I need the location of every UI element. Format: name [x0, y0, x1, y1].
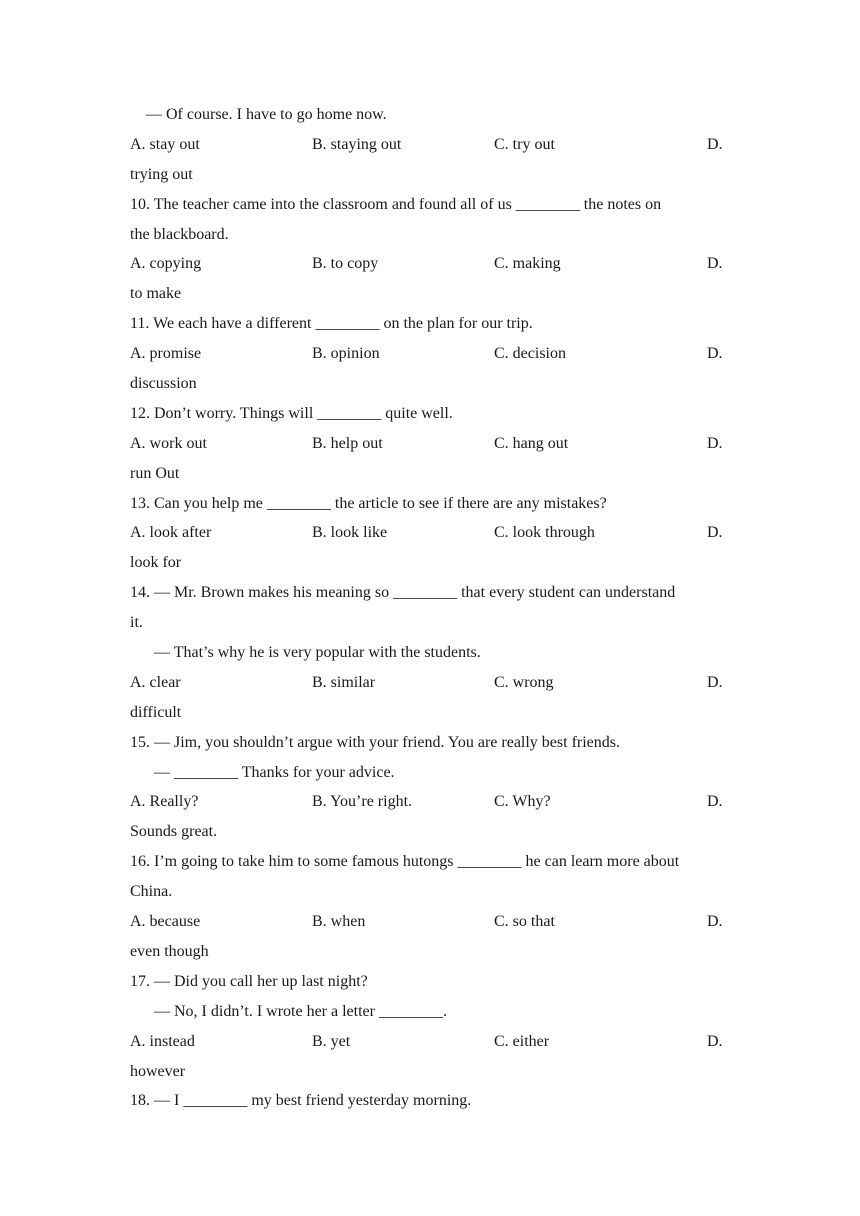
q10-stem-line-1: 10. The teacher came into the classroom and found all of us ________ the notes on: [130, 195, 662, 213]
q16-options: [130, 907, 730, 937]
q14-stem-line-2: it.: [130, 614, 143, 632]
q9-option-d: D.: [707, 135, 723, 153]
q10-option-a: A. copying: [130, 255, 202, 273]
q14-option-c: C. wrong: [494, 673, 554, 691]
q17-option-a: A. instead: [130, 1032, 195, 1050]
q15-option-b: B. You’re right.: [312, 793, 413, 811]
q11-options: [130, 339, 730, 369]
q14-stem-line-1: 14. — Mr. Brown makes his meaning so ________ that every student can understand: [130, 584, 676, 602]
q15-stem-line-1: 15. — Jim, you shouldn’t argue with your friend. You are really best friends.: [130, 733, 621, 751]
q16-option-a: A. because: [130, 913, 201, 931]
q12-option-d: D.: [707, 434, 723, 452]
q15-option-d-text: Sounds great.: [130, 823, 218, 841]
q17-option-d: D.: [707, 1032, 723, 1050]
q14-reply: — That’s why he is very popular with the students.: [154, 644, 481, 662]
q16-option-d-text: even though: [130, 942, 209, 960]
q14-option-d: D.: [707, 673, 723, 691]
q16-stem-line-2: China.: [130, 883, 173, 901]
q10-option-c: C. making: [494, 255, 561, 273]
q15-option-a: A. Really?: [130, 793, 199, 811]
document-page: [130, 100, 730, 1116]
q15-options: [130, 787, 730, 817]
q13-option-a: A. look after: [130, 524, 212, 542]
q10-option-d-text: to make: [130, 285, 182, 303]
q18-stem-line-1: 18. — I ________ my best friend yesterday morning.: [130, 1092, 472, 1110]
q14-option-a: A. clear: [130, 673, 181, 691]
q11-option-c: C. decision: [494, 345, 566, 363]
q9-option-b: B. staying out: [312, 135, 402, 153]
q12-options: [130, 429, 730, 459]
q16-stem-line-1: 16. I’m going to take him to some famous hutongs ________ he can learn more about: [130, 853, 680, 871]
q9-option-c: C. try out: [494, 135, 555, 153]
q13-stem-line-1: 13. Can you help me ________ the article to see if there are any mistakes?: [130, 494, 607, 512]
q12-stem-line-1: 12. Don’t worry. Things will ________ quite well.: [130, 404, 453, 422]
q13-option-b: B. look like: [312, 524, 388, 542]
q17-stem-line-1: 17. — Did you call her up last night?: [130, 972, 368, 990]
q16-option-c: C. so that: [494, 913, 555, 931]
q17-reply: — No, I didn’t. I wrote her a letter ________.: [154, 1002, 447, 1020]
q9-reply: — Of course. I have to go home now.: [146, 106, 387, 123]
q17-options: [130, 1027, 730, 1057]
q15-reply: — ________ Thanks for your advice.: [154, 763, 395, 781]
q12-option-b: B. help out: [312, 434, 383, 452]
q17-option-d-text: however: [130, 1062, 186, 1080]
q9-option-a: A. stay out: [130, 135, 200, 153]
q10-option-b: B. to copy: [312, 255, 379, 273]
q14-option-b: B. similar: [312, 673, 376, 691]
q14-option-d-text: difficult: [130, 703, 182, 721]
q9-option-d-text: trying out: [130, 165, 193, 183]
q11-option-d-text: discussion: [130, 375, 197, 393]
q11-option-d: D.: [707, 345, 723, 363]
q15-option-d: D.: [707, 793, 723, 811]
q11-option-b: B. opinion: [312, 345, 380, 363]
q13-options: [130, 518, 730, 548]
q11-stem-line-1: 11. We each have a different ________ on the plan for our trip.: [130, 315, 533, 333]
q11-option-a: A. promise: [130, 345, 202, 363]
q16-option-d: D.: [707, 913, 723, 931]
q12-option-a: A. work out: [130, 434, 207, 452]
q15-option-c: C. Why?: [494, 793, 551, 811]
q10-options: [130, 249, 730, 279]
q12-option-d-text: run Out: [130, 464, 180, 482]
q17-option-c: C. either: [494, 1032, 550, 1050]
q14-options: [130, 668, 730, 698]
q10-option-d: D.: [707, 255, 723, 273]
q17-option-b: B. yet: [312, 1032, 351, 1050]
q13-option-d: D.: [707, 524, 723, 542]
q12-option-c: C. hang out: [494, 434, 569, 452]
q9-options: [130, 130, 730, 160]
q13-option-c: C. look through: [494, 524, 595, 542]
q13-option-d-text: look for: [130, 554, 182, 572]
q16-option-b: B. when: [312, 913, 366, 931]
q10-stem-line-2: the blackboard.: [130, 225, 229, 243]
